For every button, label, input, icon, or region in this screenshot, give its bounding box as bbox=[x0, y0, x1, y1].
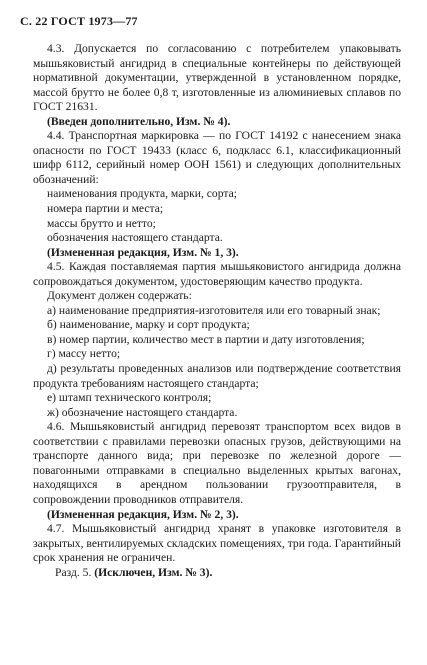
list-item: в) номер партии, количество мест в партии и дату изготовления; bbox=[47, 332, 365, 346]
paragraph-4-4: 4.4. Транспортная маркировка — по ГОСТ 14192 с нанесением знака опасности по ГОСТ 19433 (класс 6, подкласс 6.1, классификационный шифр 6112, серийный номер ООН 1561) и следующих дополнительных обозначений: bbox=[33, 129, 401, 186]
page-header: С. 22 ГОСТ 1973—77 bbox=[20, 14, 138, 28]
list-item: массы брутто и нетто; bbox=[47, 216, 156, 230]
amendment-note: (Измененная редакция, Изм. № 1, 3). bbox=[47, 245, 239, 259]
amendment-note: (Измененная редакция, Изм. № 2, 3). bbox=[47, 507, 239, 521]
list-item: б) наименование, марку и сорт продукта; bbox=[47, 318, 250, 332]
paragraph-4-3: 4.3. Допускается по согласованию с потребителем упаковывать мышьяковистый ангидрид в специальные контейнеры по действующей нормативной документации, утвержденной в установленном порядке, массой брутто не более 0,8 т, изготовленные из алюминиевых сплавов по ГОСТ 21631. bbox=[33, 42, 401, 114]
list-item: а) наименование предприятия-изготовителя или его товарный знак; bbox=[47, 303, 381, 317]
section-5-note-bold: (Исключен, Изм. № 3). bbox=[94, 565, 213, 579]
document-body bbox=[33, 42, 401, 580]
list-item: д) результаты проведенных анализов или подтверждение соответствия продукта требованиям настоящего стандарта; bbox=[33, 362, 401, 390]
list-item: е) штамп технического контроля; bbox=[47, 391, 212, 405]
paragraph-4-5: 4.5. Каждая поставляемая партия мышьяковистого ангидрида должна сопровождаться документом, удостоверяющим качество продукта. bbox=[33, 260, 401, 288]
list-item: ж) обозначение настоящего стандарта. bbox=[47, 405, 238, 419]
paragraph-4-6: 4.6. Мышьяковистый ангидрид перевозят транспортом всех видов в соответствии с правилами перевозки опасных грузов, действующими на транспорте данного вида; при перевозке по железной дороге — повагонными отправками в специально выделенных крытых вагонах, находящихся в арендном пользовании грузоотправителя, в сопровождении проводников отправителя. bbox=[33, 420, 401, 506]
list-item: наименования продукта, марки, сорта; bbox=[47, 187, 237, 201]
list-item: обозначения настоящего стандарта. bbox=[47, 231, 223, 245]
section-5-note-text: Разд. 5. (Исключен, Изм. № 3). bbox=[55, 565, 213, 579]
list-intro: Документ должен содержать: bbox=[47, 289, 192, 303]
list-item: номера партии и места; bbox=[47, 202, 164, 216]
section-5-note bbox=[33, 566, 401, 581]
amendment-note: (Введен дополнительно, Изм. № 4). bbox=[47, 114, 231, 128]
paragraph-4-7: 4.7. Мышьяковистый ангидрид хранят в упаковке изготовителя в закрытых, вентилируемых складских помещениях, три года. Гарантийный срок хранения не ограничен. bbox=[33, 522, 401, 565]
list-item: г) массу нетто; bbox=[47, 347, 121, 361]
